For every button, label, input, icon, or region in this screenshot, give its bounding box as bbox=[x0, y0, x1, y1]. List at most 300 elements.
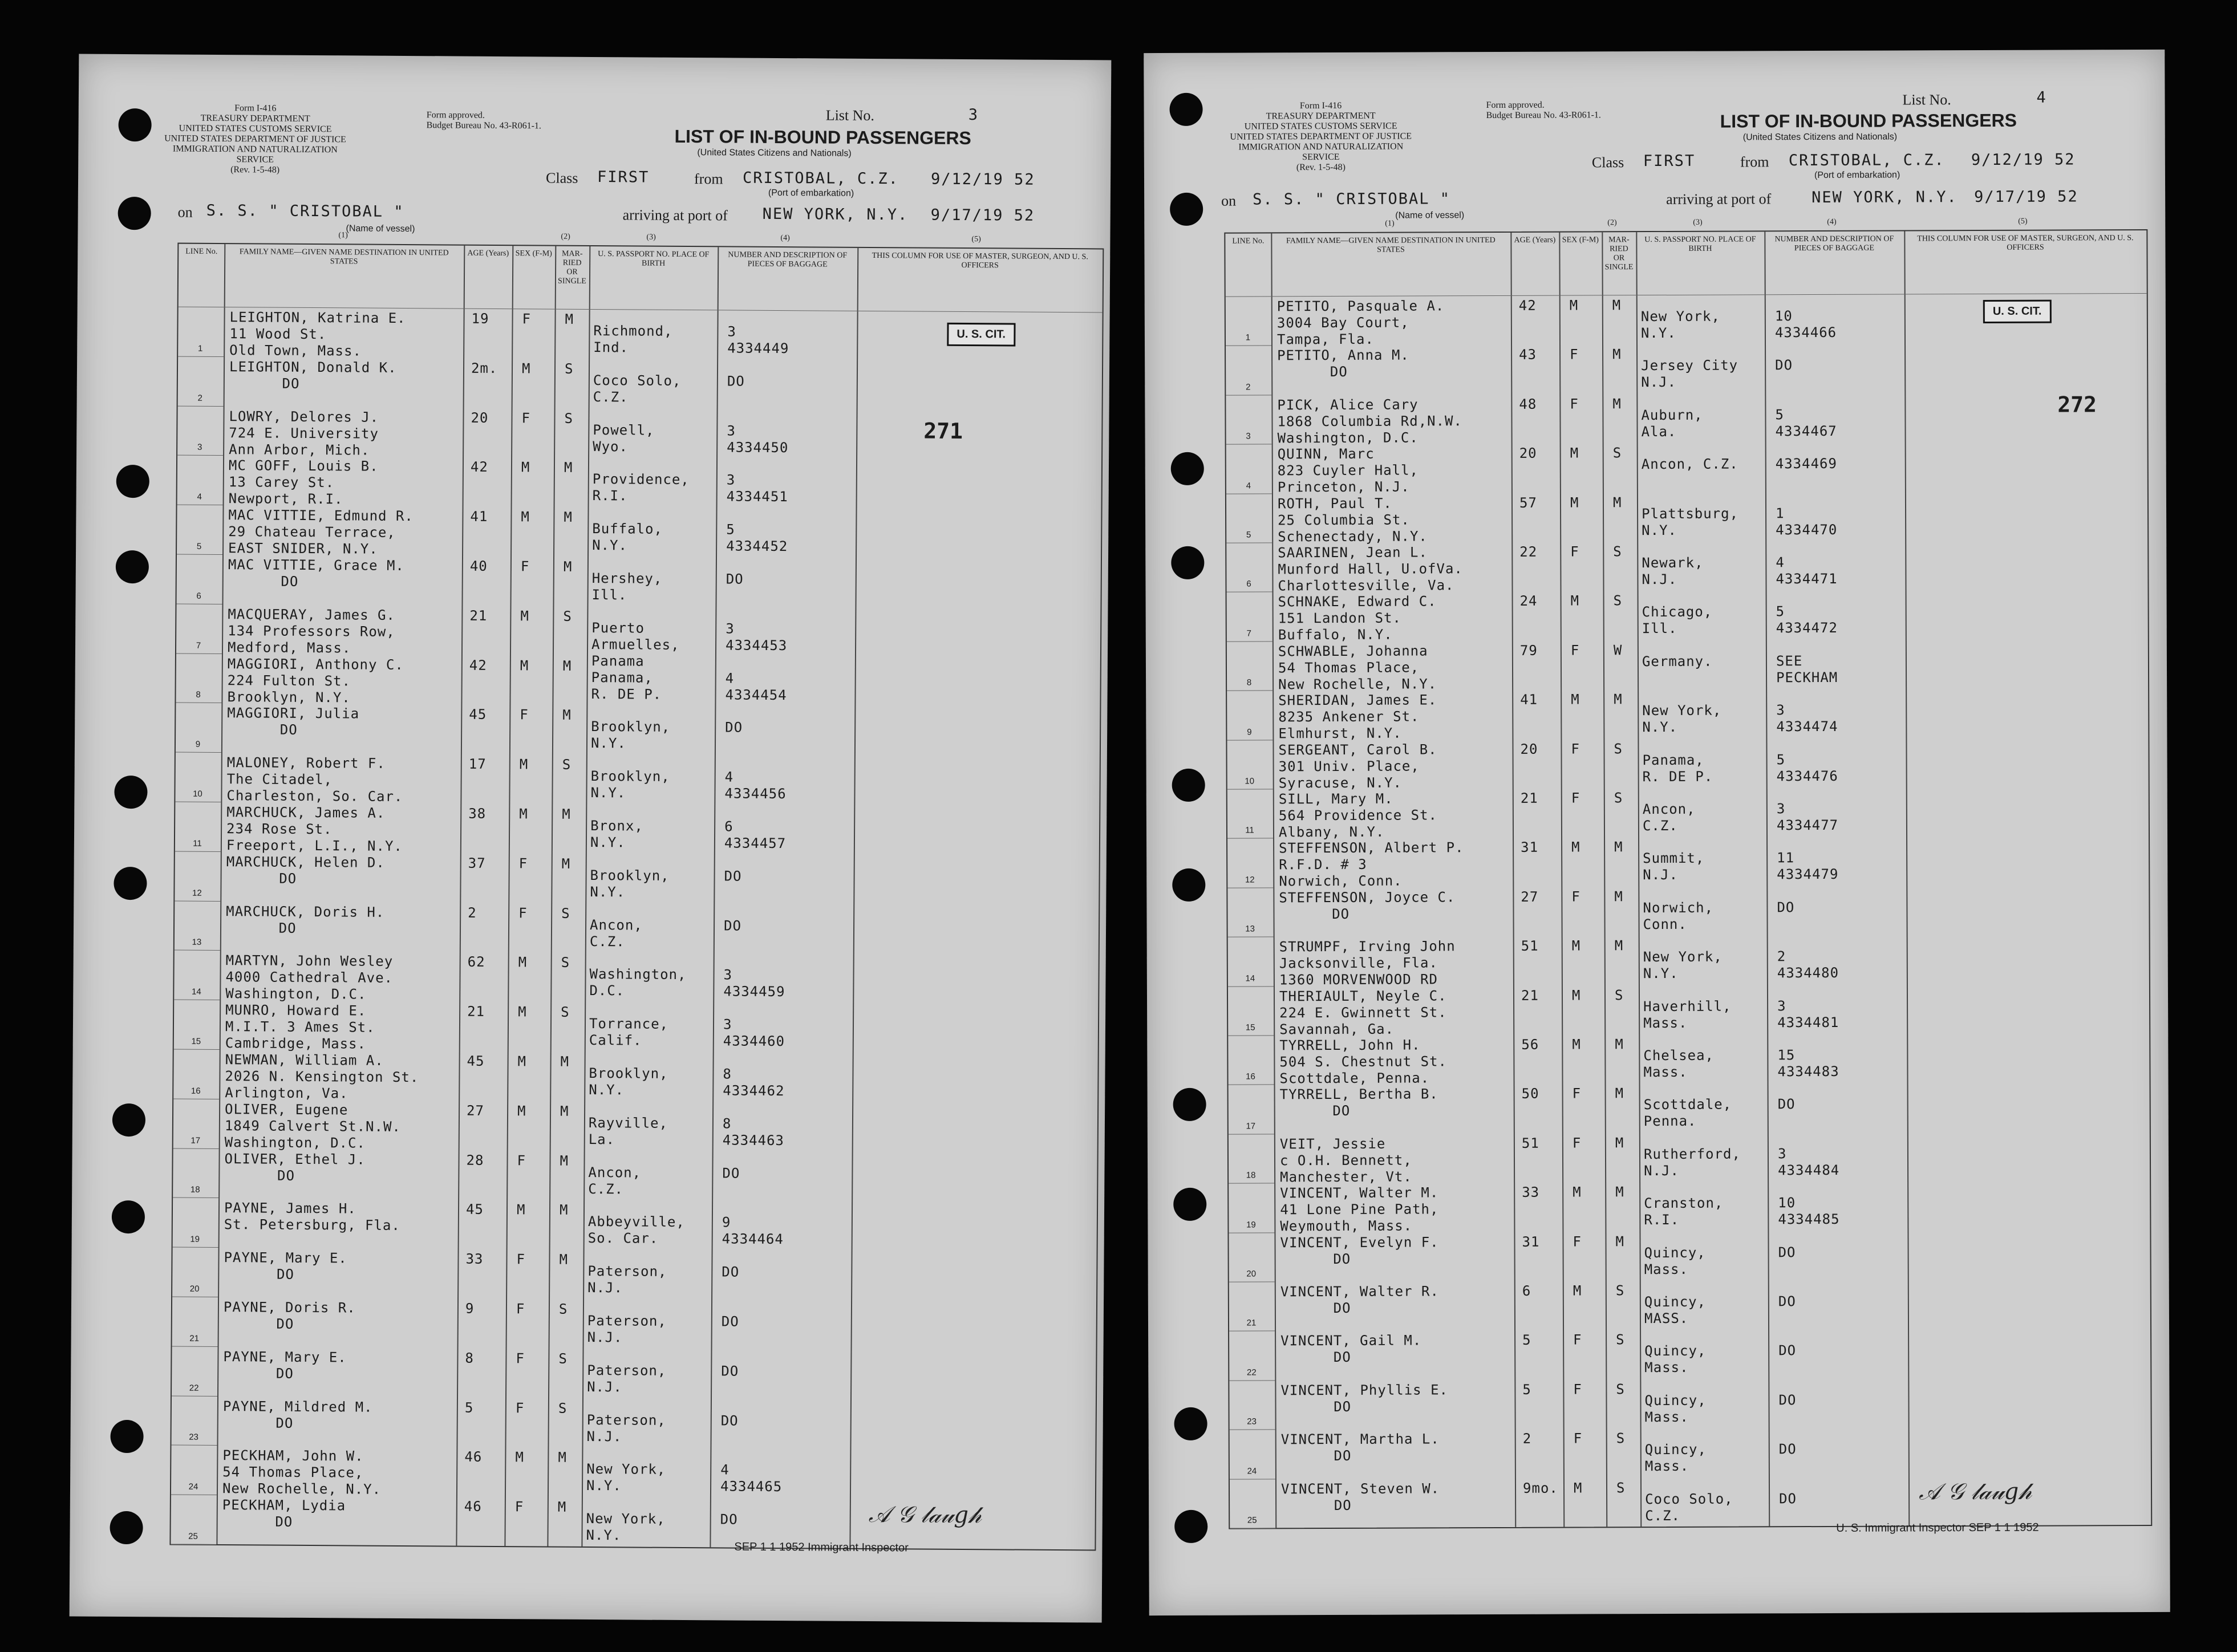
baggage-col-header: NUMBER AND DESCRIPTION OF PIECES OF BAGGAGE bbox=[1774, 234, 1894, 253]
place-of-birth: Washington, D.C. bbox=[589, 966, 687, 999]
place-of-birth: Ancon, C.Z. bbox=[1641, 456, 1738, 473]
baggage-info: DO bbox=[1778, 1293, 1796, 1310]
passenger-name: VINCENT, Phyllis E. DO bbox=[1280, 1382, 1449, 1415]
baggage-info: DO bbox=[725, 719, 743, 736]
passenger-name: LOWRY, Delores J. 724 E. University Ann Arbor, Mich. bbox=[229, 408, 379, 458]
marital-status: M bbox=[564, 460, 573, 476]
passenger-name: VINCENT, Evelyn F. DO bbox=[1280, 1233, 1439, 1267]
passenger-name: STRUMPF, Irving John Jacksonville, Fla. 1360 MORVENWOOD RD bbox=[1279, 938, 1456, 988]
baggage-info: 9 4334464 bbox=[722, 1214, 784, 1248]
passenger-age: 20 bbox=[1519, 445, 1537, 462]
row-divider bbox=[1227, 887, 1273, 888]
baggage-info: 6 4334457 bbox=[724, 818, 787, 852]
column-divider bbox=[1904, 231, 1910, 1525]
inspector-signature: 𝒜 𝒢 𝓁𝒶𝓊𝑔𝒽 bbox=[1918, 1478, 2032, 1505]
line-number: 21 bbox=[1246, 1318, 1257, 1328]
list-no-label: List No. bbox=[1902, 91, 1951, 108]
punch-hole bbox=[1173, 1088, 1206, 1121]
baggage-info: 10 4334485 bbox=[1778, 1195, 1840, 1228]
place-of-birth: Ancon, C.Z. bbox=[1642, 801, 1696, 834]
line-number: 11 bbox=[1245, 825, 1254, 835]
passenger-name: MUNRO, Howard E. M.I.T. 3 Ames St. Cambridge, Mass. bbox=[225, 1002, 375, 1052]
passenger-age: 40 bbox=[469, 558, 488, 574]
line-number: 5 bbox=[196, 541, 202, 551]
baggage-info: 5 4334452 bbox=[726, 521, 788, 555]
marital-status: S bbox=[1614, 987, 1624, 1003]
passenger-age: 45 bbox=[467, 1053, 485, 1069]
passenger-sex: F bbox=[1571, 741, 1580, 757]
passenger-age: 33 bbox=[465, 1251, 484, 1268]
passenger-sex: F bbox=[1572, 1135, 1582, 1151]
punch-hole bbox=[1174, 1407, 1207, 1440]
vessel-value: S. S. " CRISTOBAL " bbox=[1253, 190, 1451, 209]
column-divider bbox=[710, 247, 719, 1547]
place-of-birth: Quincy, Mass. bbox=[1644, 1441, 1707, 1475]
line-number: 18 bbox=[1246, 1170, 1256, 1180]
place-of-birth: Brooklyn, N.Y. bbox=[590, 867, 670, 900]
place-of-birth: Ancon, C.Z. bbox=[588, 1164, 642, 1197]
baggage-info: DO bbox=[1778, 1441, 1797, 1458]
passenger-name: SCHNAKE, Edward C. 151 Landon St. Buffalo, N.Y. bbox=[1278, 593, 1437, 643]
row-divider bbox=[172, 1395, 217, 1396]
row-divider bbox=[1228, 986, 1274, 987]
marital-status: S bbox=[561, 905, 570, 922]
baggage-info: DO bbox=[721, 1313, 739, 1330]
marital-status: S bbox=[1614, 740, 1623, 757]
line-number: 12 bbox=[192, 888, 202, 898]
officers-col-header: THIS COLUMN FOR USE OF MASTER, SURGEON, AND U. S. OFFICERS bbox=[872, 251, 1088, 270]
passenger-name: PAYNE, Mary E. DO bbox=[223, 1348, 347, 1382]
passenger-sex: M bbox=[1571, 839, 1581, 855]
port-caption: (Port of embarkation) bbox=[768, 188, 854, 198]
row-divider bbox=[177, 455, 223, 456]
line-number: 21 bbox=[189, 1333, 200, 1343]
form-revision: (Rev. 1-5-48) bbox=[230, 165, 280, 175]
class-label: Class bbox=[1591, 154, 1624, 171]
passenger-name: VINCENT, Steven W. DO bbox=[1280, 1480, 1440, 1513]
passenger-sex: M bbox=[1573, 1184, 1582, 1200]
passenger-age: 9mo. bbox=[1522, 1480, 1558, 1496]
marital-status: M bbox=[561, 855, 571, 872]
line-number: 8 bbox=[1246, 677, 1252, 688]
place-of-birth: Providence, R.I. bbox=[592, 471, 690, 504]
married-col-header: MAR-RIED OR SINGLE bbox=[1604, 236, 1634, 272]
punch-hole bbox=[116, 550, 149, 583]
passenger-age: 21 bbox=[1520, 790, 1538, 806]
baggage-info: 11 4334479 bbox=[1777, 850, 1839, 883]
place-of-birth: Hershey, Ill. bbox=[591, 570, 663, 603]
vessel-value: S. S. " CRISTOBAL " bbox=[206, 201, 404, 221]
passenger-name: MAC VITTIE, Grace M. DO bbox=[228, 557, 404, 590]
punch-hole bbox=[116, 465, 149, 498]
column-number: (4) bbox=[780, 234, 790, 243]
passenger-sex: M bbox=[516, 1202, 526, 1218]
passenger-sex: M bbox=[1569, 297, 1579, 314]
passenger-sex: M bbox=[517, 1103, 526, 1119]
baggage-info: 4 4334456 bbox=[724, 769, 787, 802]
passenger-sex: F bbox=[1573, 1381, 1582, 1398]
baggage-info: 5 4334472 bbox=[1776, 603, 1838, 636]
line-number: 10 bbox=[1245, 776, 1255, 786]
inspector-footer: U. S. Immigrant Inspector SEP 1 1 1952 bbox=[1836, 1521, 2039, 1535]
line-number: 3 bbox=[197, 443, 202, 453]
passenger-name: SILL, Mary M. 564 Providence St. Albany, N.Y. bbox=[1278, 790, 1438, 841]
form-subtitle: (United States Citizens and Nationals) bbox=[1742, 132, 1898, 143]
punch-hole bbox=[114, 776, 147, 809]
marital-status: S bbox=[558, 1350, 568, 1367]
line-number: 24 bbox=[1247, 1466, 1257, 1476]
line-number: 1 bbox=[198, 343, 203, 354]
passenger-age: 21 bbox=[1521, 987, 1539, 1004]
passenger-name: LEIGHTON, Donald K. DO bbox=[229, 358, 397, 392]
baggage-info: DO bbox=[722, 1264, 740, 1280]
passenger-age: 17 bbox=[468, 756, 487, 773]
passenger-sex: F bbox=[1573, 1332, 1582, 1348]
inspector-signature: 𝒜 𝒢 𝓁𝒶𝓊𝑔𝒽 bbox=[868, 1501, 982, 1529]
column-number: (4) bbox=[1827, 217, 1837, 226]
place-of-birth: Brooklyn, N.Y. bbox=[590, 719, 671, 752]
baggage-info: 3 4334477 bbox=[1776, 801, 1839, 834]
place-of-birth: Ancon, C.Z. bbox=[589, 916, 643, 949]
departure-date: 9/12/19 52 bbox=[1971, 151, 2076, 169]
line-number: 15 bbox=[191, 1036, 201, 1046]
line-number: 2 bbox=[197, 393, 202, 403]
baggage-info: 4334469 bbox=[1775, 456, 1837, 472]
form-header-agency bbox=[1230, 100, 1412, 173]
punch-hole bbox=[1174, 1510, 1207, 1543]
passenger-sex: F bbox=[516, 1350, 525, 1367]
passenger-sex: M bbox=[519, 806, 528, 822]
line-number: 18 bbox=[190, 1185, 200, 1195]
line-number: 13 bbox=[1245, 924, 1255, 934]
punch-hole bbox=[110, 1511, 143, 1544]
marital-status: M bbox=[1615, 1085, 1624, 1102]
place-of-birth: Norwich, Conn. bbox=[1643, 899, 1714, 932]
arriving-label: arriving at port of bbox=[1666, 190, 1772, 208]
marital-status: M bbox=[1615, 1135, 1624, 1151]
passenger-age: 45 bbox=[469, 707, 487, 723]
line-number: 24 bbox=[188, 1481, 198, 1492]
passenger-sex: M bbox=[519, 756, 529, 773]
passenger-age: 5 bbox=[464, 1399, 474, 1416]
baggage-info: DO bbox=[1777, 1096, 1796, 1113]
place-of-birth: Scottdale, Penna. bbox=[1643, 1096, 1732, 1130]
row-divider bbox=[1229, 1331, 1275, 1332]
place-of-birth: Summit, N.J. bbox=[1643, 850, 1705, 883]
passenger-sex: F bbox=[518, 904, 528, 921]
passenger-sex: F bbox=[1573, 1233, 1582, 1250]
baggage-info: 8 4334463 bbox=[722, 1115, 785, 1148]
marital-status: S bbox=[1613, 543, 1622, 560]
row-divider bbox=[1229, 1380, 1275, 1381]
place-of-birth: Quincy, Mass. bbox=[1644, 1392, 1707, 1425]
from-label: from bbox=[1740, 153, 1769, 171]
passenger-age: 43 bbox=[1519, 347, 1537, 363]
marital-status: M bbox=[562, 657, 572, 674]
place-of-birth: New York, N.Y. bbox=[586, 1511, 666, 1544]
line-number: 1 bbox=[1245, 332, 1251, 343]
place-of-birth: Auburn, Ala. bbox=[1641, 407, 1703, 440]
line-number: 23 bbox=[189, 1432, 198, 1443]
marital-status: M bbox=[559, 1251, 569, 1268]
passenger-sex: F bbox=[516, 1251, 526, 1268]
marital-status: S bbox=[561, 955, 570, 971]
marital-status: S bbox=[561, 1004, 570, 1020]
baggage-info: 5 4334476 bbox=[1776, 751, 1838, 784]
passport-col-header: U. S. PASSPORT NO. PLACE OF BIRTH bbox=[598, 250, 710, 268]
passenger-name: SERGEANT, Carol B. 301 Univ. Place, Syracuse, N.Y. bbox=[1278, 741, 1437, 791]
passenger-age: 20 bbox=[1520, 741, 1538, 757]
passenger-age: 46 bbox=[464, 1498, 482, 1515]
passenger-sex: M bbox=[1570, 494, 1579, 511]
place-of-birth: Chelsea, Mass. bbox=[1643, 1047, 1715, 1081]
column-divider bbox=[1559, 233, 1565, 1527]
vessel-caption: (Name of vessel) bbox=[1395, 210, 1465, 221]
passenger-age: 42 bbox=[470, 459, 488, 476]
line-number: 12 bbox=[1245, 875, 1255, 885]
passenger-sex: F bbox=[514, 1499, 524, 1515]
passenger-name: PECKHAM, John W. 54 Thomas Place, New Rochelle, N.Y. bbox=[222, 1447, 382, 1498]
approved-text: Form approved. bbox=[426, 110, 485, 120]
passenger-sex: M bbox=[1571, 937, 1581, 954]
class-value: FIRST bbox=[597, 168, 650, 186]
list-serial-number: 271 bbox=[923, 418, 963, 444]
line-number: 5 bbox=[1246, 530, 1251, 540]
passenger-sex: F bbox=[518, 855, 528, 872]
customs-name: UNITED STATES CUSTOMS SERVICE bbox=[1244, 121, 1397, 132]
row-divider bbox=[175, 900, 220, 901]
baggage-info: DO bbox=[723, 918, 742, 934]
marital-status: M bbox=[560, 1103, 569, 1119]
passenger-table bbox=[169, 231, 1104, 1551]
passenger-age: 8 bbox=[465, 1350, 474, 1366]
baggage-info: DO bbox=[1779, 1490, 1797, 1507]
punch-hole bbox=[110, 1420, 143, 1453]
row-divider bbox=[176, 653, 222, 654]
passenger-sex: M bbox=[520, 608, 529, 624]
passenger-age: 21 bbox=[469, 607, 488, 624]
passenger-age: 50 bbox=[1521, 1086, 1539, 1102]
departure-date: 9/12/19 52 bbox=[930, 170, 1035, 189]
marital-status: S bbox=[564, 410, 574, 427]
marital-status: S bbox=[1616, 1479, 1626, 1496]
line-number: 9 bbox=[1247, 727, 1252, 737]
passenger-sex: F bbox=[517, 1152, 526, 1168]
punch-hole bbox=[1172, 769, 1205, 802]
line-number: 3 bbox=[1246, 431, 1251, 441]
passenger-age: 20 bbox=[471, 409, 489, 426]
marital-status: M bbox=[1615, 1184, 1624, 1200]
form-number: Form I-416 bbox=[234, 103, 277, 113]
marital-status: M bbox=[563, 558, 573, 575]
marital-status: M bbox=[1614, 937, 1624, 954]
baggage-info: DO bbox=[1778, 1244, 1796, 1260]
column-divider bbox=[581, 246, 590, 1547]
place-of-birth: Rayville, La. bbox=[588, 1114, 668, 1148]
line-number: 16 bbox=[191, 1086, 201, 1096]
passenger-name: VINCENT, Walter M. 41 Lone Pine Path, Weymouth, Mass. bbox=[1280, 1184, 1439, 1235]
passenger-age: 56 bbox=[1521, 1036, 1539, 1053]
column-divider bbox=[547, 246, 556, 1547]
line-number: 22 bbox=[1246, 1367, 1257, 1378]
vessel-caption: (Name of vessel) bbox=[346, 224, 415, 234]
column-divider bbox=[456, 246, 465, 1546]
line-number: 14 bbox=[1245, 973, 1255, 984]
place-of-birth: Brooklyn, N.Y. bbox=[590, 768, 670, 801]
column-number: (3) bbox=[646, 233, 656, 242]
line-number: 7 bbox=[1246, 628, 1251, 639]
marital-status: M bbox=[560, 1053, 570, 1070]
approved-text: Form approved. bbox=[1486, 100, 1545, 111]
marital-status: M bbox=[557, 1499, 567, 1515]
passenger-sex: M bbox=[520, 657, 529, 673]
place-of-birth: Germany. bbox=[1642, 653, 1713, 669]
marital-status: S bbox=[1613, 592, 1623, 609]
passenger-age: 37 bbox=[468, 855, 486, 871]
justice-name: UNITED STATES DEPARTMENT OF JUSTICE bbox=[1230, 131, 1412, 142]
line-number: 6 bbox=[1246, 579, 1251, 589]
passenger-age: 42 bbox=[1518, 297, 1537, 314]
on-label: on bbox=[1221, 192, 1237, 209]
column-number: (5) bbox=[971, 235, 981, 244]
passenger-sex: F bbox=[516, 1301, 525, 1317]
passenger-age: 28 bbox=[466, 1152, 484, 1168]
baggage-info: 4 4334454 bbox=[725, 670, 787, 703]
form-title: LIST OF IN-BOUND PASSENGERS bbox=[674, 125, 971, 149]
marital-status: M bbox=[1612, 494, 1622, 510]
punch-hole bbox=[114, 867, 147, 900]
passenger-age: 9 bbox=[465, 1300, 475, 1317]
baggage-info: 3 4334459 bbox=[723, 967, 785, 1000]
form-subtitle: (United States Citizens and Nationals) bbox=[697, 148, 852, 159]
marital-status: M bbox=[1614, 691, 1623, 708]
baggage-info: 3 4334481 bbox=[1777, 997, 1839, 1030]
passenger-name: ROTH, Paul T. 25 Columbia St. Schenectady, N.Y. bbox=[1277, 495, 1428, 545]
baggage-info: 3 4334449 bbox=[727, 323, 789, 357]
baggage-info: DO bbox=[720, 1511, 738, 1528]
baggage-info: DO bbox=[724, 868, 742, 884]
passenger-name: MC GOFF, Louis B. 13 Carey St. Newport, R.I. bbox=[228, 457, 379, 508]
passenger-age: 41 bbox=[1520, 691, 1538, 708]
place-of-birth: New York, N.Y. bbox=[1642, 702, 1722, 736]
column-number: (2) bbox=[1607, 218, 1617, 228]
row-divider bbox=[177, 554, 222, 555]
place-of-birth: Panama, R. DE P. bbox=[1642, 752, 1713, 785]
column-divider bbox=[1271, 233, 1276, 1528]
passenger-sex: F bbox=[1570, 642, 1580, 659]
passenger-sex: M bbox=[515, 1449, 524, 1466]
marital-status: M bbox=[560, 1152, 569, 1169]
passenger-name: VINCENT, Walter R. DO bbox=[1280, 1283, 1439, 1317]
passenger-age: 79 bbox=[1519, 642, 1538, 659]
place-of-birth: Abbeyville, So. Car. bbox=[587, 1213, 685, 1247]
budget-text: Budget Bureau No. 43-R061-1. bbox=[426, 120, 541, 131]
place-of-birth: Powell, Wyo. bbox=[593, 421, 655, 454]
punch-hole bbox=[118, 108, 151, 141]
passenger-sex: F bbox=[522, 311, 532, 327]
passenger-name: TYRRELL, John H. 504 S. Chestnut St. Scottdale, Penna. bbox=[1279, 1037, 1447, 1087]
passenger-name: TYRRELL, Bertha B. DO bbox=[1279, 1086, 1438, 1119]
column-number: (2) bbox=[561, 232, 570, 241]
line-number: 4 bbox=[197, 492, 202, 502]
row-divider bbox=[1229, 1281, 1275, 1282]
passenger-name: PAYNE, Mary E. DO bbox=[224, 1249, 347, 1283]
passenger-age: 2 bbox=[1522, 1430, 1532, 1447]
marital-status: S bbox=[563, 608, 572, 624]
line-number: 20 bbox=[1246, 1269, 1257, 1279]
passenger-name: MAGGIORI, Anthony C. 224 Fulton St. Brooklyn, N.Y. bbox=[227, 655, 404, 706]
place-of-birth: New York, N.Y. bbox=[1643, 948, 1723, 982]
baggage-info: 2 4334480 bbox=[1777, 948, 1839, 981]
line-number: 15 bbox=[1245, 1022, 1255, 1033]
column-divider bbox=[1764, 232, 1770, 1526]
marital-status: S bbox=[1616, 1332, 1625, 1348]
marital-status: S bbox=[1616, 1430, 1626, 1447]
marital-status: S bbox=[558, 1400, 568, 1416]
line-number: 13 bbox=[192, 937, 202, 948]
baggage-info: DO bbox=[1775, 357, 1793, 374]
officers-col-header: THIS COLUMN FOR USE OF MASTER, SURGEON, AND U. S. OFFICERS bbox=[1917, 234, 2134, 252]
place-of-birth: Rutherford, N.J. bbox=[1643, 1146, 1741, 1179]
from-value: CRISTOBAL, C.Z. bbox=[742, 169, 899, 188]
column-number: (3) bbox=[1693, 218, 1703, 227]
column-number: (5) bbox=[2018, 217, 2028, 226]
punch-hole bbox=[112, 1200, 145, 1233]
row-divider bbox=[1226, 444, 1272, 445]
marital-status: S bbox=[1612, 445, 1622, 461]
passenger-sex: M bbox=[1573, 1282, 1582, 1299]
passenger-age: 22 bbox=[1519, 543, 1538, 560]
header-divider bbox=[1226, 293, 2147, 297]
line-number: 19 bbox=[1246, 1220, 1256, 1230]
class-label: Class bbox=[545, 169, 578, 186]
passenger-name: MARCHUCK, James A. 234 Rose St. Freeport, L.I., N.Y. bbox=[226, 804, 403, 854]
on-label: on bbox=[177, 204, 193, 221]
passenger-age: 19 bbox=[471, 310, 489, 327]
row-divider bbox=[1226, 493, 1272, 494]
passenger-name: MARCHUCK, Doris H. DO bbox=[225, 903, 385, 936]
passenger-name: VINCENT, Gail M. DO bbox=[1280, 1332, 1422, 1366]
row-divider bbox=[178, 405, 224, 406]
place-of-birth: Torrance, Calif. bbox=[589, 1016, 669, 1049]
passenger-sex: F bbox=[1573, 1430, 1583, 1447]
line-col-header: LINE No. bbox=[1232, 237, 1265, 246]
marital-status: M bbox=[1615, 1233, 1625, 1249]
passenger-name: NEWMAN, William A. 2026 N. Kensington St. Arlington, Va. bbox=[225, 1052, 419, 1102]
passenger-age: 38 bbox=[468, 805, 487, 822]
line-col-header: LINE No. bbox=[185, 247, 218, 256]
form-title: LIST OF IN-BOUND PASSENGERS bbox=[1720, 109, 2017, 132]
line-number: 11 bbox=[193, 838, 202, 849]
passenger-table bbox=[1224, 217, 2152, 1529]
marital-status: S bbox=[1616, 1381, 1625, 1398]
baggage-info: 15 4334483 bbox=[1777, 1047, 1839, 1080]
form-approval bbox=[427, 110, 586, 132]
dept-name: TREASURY DEPARTMENT bbox=[200, 113, 310, 124]
marital-status: M bbox=[1612, 297, 1622, 314]
from-label: from bbox=[694, 171, 723, 188]
ins-name: IMMIGRATION AND NATURALIZATION SERVICE bbox=[172, 144, 338, 165]
passenger-name: STEFFENSON, Joyce C. DO bbox=[1279, 889, 1456, 923]
marital-status: S bbox=[562, 756, 572, 773]
passenger-name: OLIVER, Ethel J. DO bbox=[224, 1150, 366, 1184]
passenger-age: 27 bbox=[466, 1102, 485, 1119]
line-number: 2 bbox=[1246, 382, 1251, 392]
row-divider bbox=[173, 1098, 219, 1099]
baggage-info: 4 4334471 bbox=[1776, 554, 1838, 587]
marital-status: S bbox=[558, 1301, 568, 1317]
marital-status: S bbox=[564, 360, 574, 377]
